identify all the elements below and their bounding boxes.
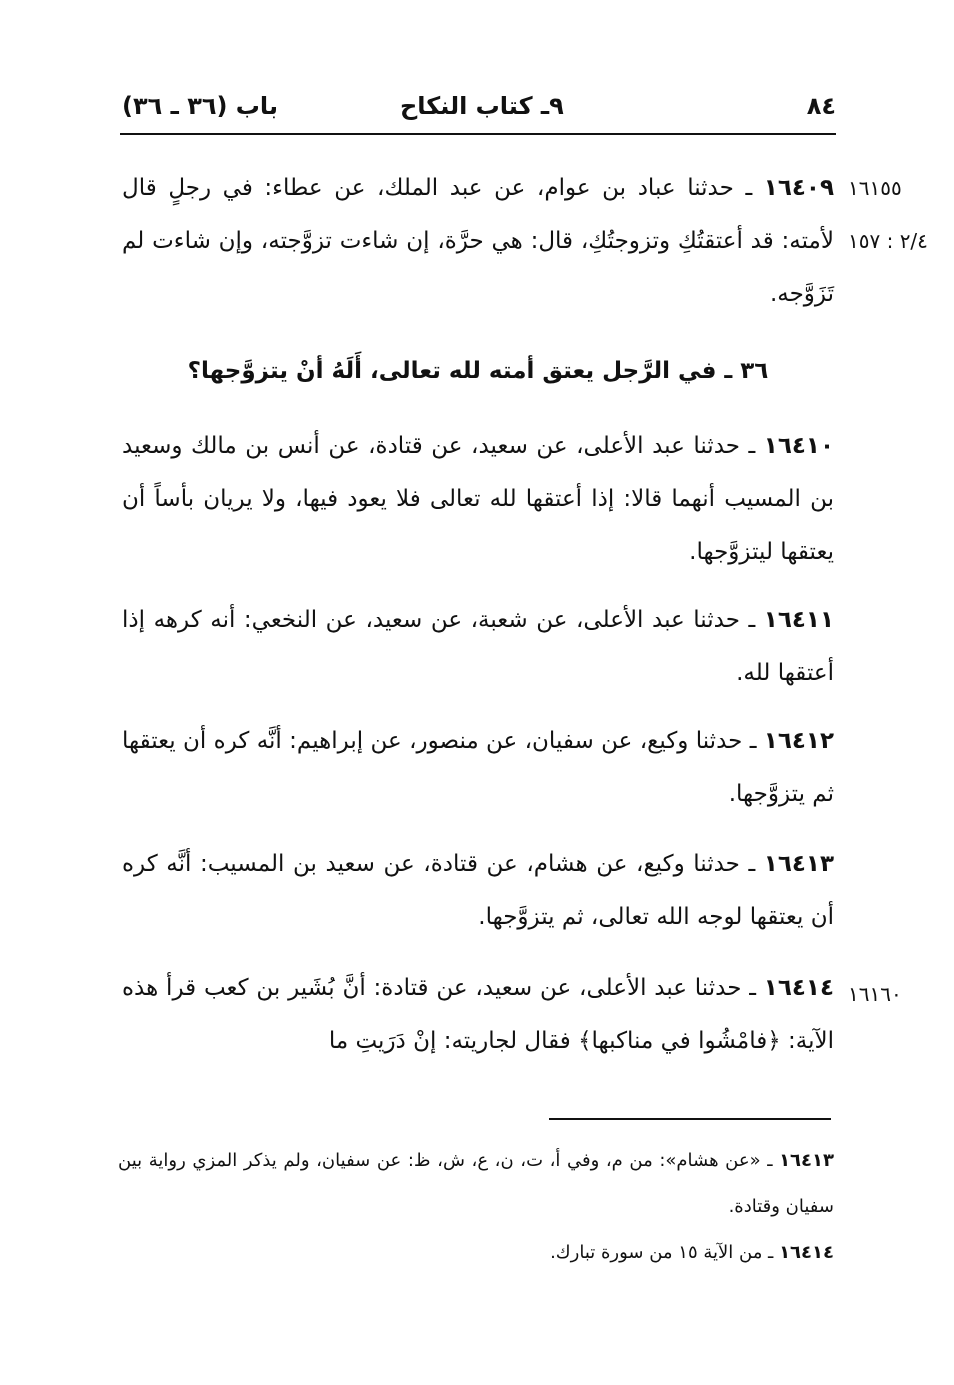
header-rule <box>120 133 836 135</box>
hadith-number: ١٦٤١٢ <box>763 728 834 754</box>
footnote-text: ـ من الآية ١٥ من سورة تبارك. <box>550 1242 780 1263</box>
margin-reference: ١٦١٥٥ <box>848 176 902 200</box>
footnote-text: ـ «عن هشام»: من م، وفي أ، ت، ن، ع، ش، ظ: عن سفيان، ولم يذكر المزي رواية بين سفيان وقتادة. <box>118 1150 834 1217</box>
chapter-title: ٩ـ كتاب النكاح <box>400 92 564 120</box>
footnote <box>118 1230 834 1276</box>
margin-reference: ٢/٤ : ١٥٧ <box>848 229 928 253</box>
section-heading: ٣٦ ـ في الرَّجل يعتق أمته لله تعالى، أَلَهُ أنْ يتزوَّجها؟ <box>187 358 769 384</box>
hadith-entry <box>122 594 834 700</box>
hadith-text: ـ حدثنا وكيع، عن هشام، عن قتادة، عن سعيد بن المسيب: أنَّه كره أن يعتقها لوجه الله تعالى، ثم يتزوَّجها. <box>122 851 834 930</box>
page-number: ٨٤ <box>806 92 836 120</box>
bab-range: باب (٣٦ ـ ٣٦) <box>122 92 278 120</box>
hadith-text: ـ حدثنا عباد بن عوام، عن عبد الملك، عن عطاء: في رجلٍ قال لأمته: قد أعتقتُكِ وتزوجتُكِ، قال: هي حرَّة، إن شاءت تزوَّجته، وإن شاءت لم تَزَوَّجه. <box>122 175 834 307</box>
hadith-number: ١٦٤٠٩ <box>763 175 834 201</box>
hadith-number: ١٦٤١٤ <box>763 975 834 1001</box>
hadith-text: ـ حدثنا وكيع، عن سفيان، عن منصور، عن إبراهيم: أنَّه كره أن يعتقها ثم يتزوَّجها. <box>122 728 834 807</box>
hadith-number: ١٦٤١٠ <box>763 433 834 459</box>
footnote <box>118 1138 834 1230</box>
hadith-text: ـ حدثنا عبد الأعلى، عن سعيد، عن قتادة: أنَّ بُشَير بن كعب قرأ هذه الآية: ﴿فامْشُوا في مناكبها﴾ فقال لجاريته: إنْ دَرَيتِ ما <box>122 975 834 1054</box>
footnote-number: ١٦٤١٣ <box>779 1150 834 1171</box>
footnote-rule <box>549 1118 831 1120</box>
hadith-text: ـ حدثنا عبد الأعلى، عن شعبة، عن سعيد، عن النخعي: أنه كرهه إذا أعتقها لله. <box>122 607 834 686</box>
hadith-entry <box>122 715 834 821</box>
hadith-entry <box>122 962 834 1068</box>
hadith-entry <box>122 420 834 579</box>
hadith-number: ١٦٤١٣ <box>763 851 834 877</box>
hadith-text: ـ حدثنا عبد الأعلى، عن سعيد، عن قتادة، عن أنس بن مالك وسعيد بن المسيب أنهما قالا: إذا أعتقها لله تعالى فلا يعود فيها، ولا يريان بأساً أن يعتقها ليتزوَّجها. <box>122 433 834 565</box>
hadith-entry <box>122 838 834 944</box>
hadith-entry <box>122 162 834 321</box>
footnote-number: ١٦٤١٤ <box>779 1242 834 1263</box>
margin-reference: ١٦١٦٠ <box>848 982 902 1006</box>
hadith-number: ١٦٤١١ <box>763 607 834 633</box>
